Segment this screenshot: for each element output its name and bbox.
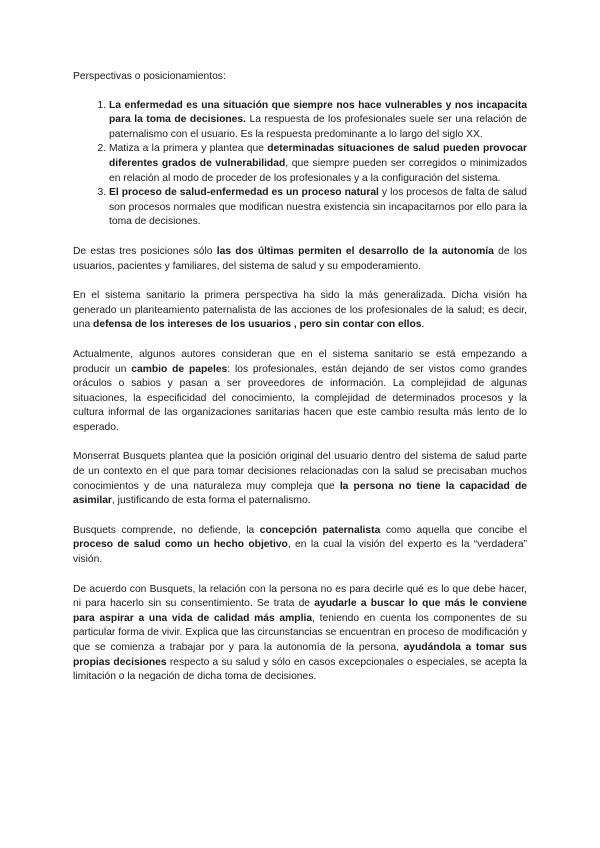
perspectives-list [73,99,527,230]
list-item [109,99,527,143]
bold-text: El proceso de salud-enfermedad es un proceso natural [109,187,379,199]
body-text: respecto a su salud y sólo en casos excepcionales o especiales, se acepta la limitación o la negación de dicha toma de decisiones. [73,656,527,683]
body-text: y los procesos de falta de salud son procesos normales que modifican nuestra existencia sin incapacitarnos por ello para la toma de decisiones. [109,187,528,228]
body-text: , que siempre pueden ser corregidos o minimizados en relación al modo de proceder de los profesionales y a la configuración del sistema. [109,157,527,184]
body-text: En el sistema sanitario la primera perspectiva ha sido la más generalizada. Dicha visión ha generado un planteamiento paternalista de las acciones de los profesionales de la salud; es decir, una [73,290,527,331]
bold-text: La enfermedad es una situación que siempre nos hace vulnerables y nos incapacita para la toma de decisiones. [109,99,527,126]
body-text: , teniendo en cuenta los componentes de su particular forma de vivir. Explica que las circunstancias se encuentran en proceso de modificación y que se comienza a trabajar por y para la autonomía de la persona, [73,612,527,653]
bold-text: cambio de papeles [131,363,228,375]
body-text: Matiza a la primera y plantea que [109,143,268,155]
bold-text: proceso de salud como un hecho objetivo [73,539,288,551]
body-text: de los usuarios, pacientes y familiares, del sistema de salud y su empoderamiento. [73,245,527,272]
bold-text: las dos últimas permiten el desarrollo de la autonomía [216,245,494,257]
paragraph-busquets-position [73,450,527,508]
paragraph-health-system [73,289,527,333]
paragraph-role-change [73,348,527,436]
body-text: Busquets comprende, no defiende, la [73,524,260,536]
body-text: , en la cual la visión del experto es la “verdadera” visión. [73,539,527,566]
body-text: Monserrat Busquets plantea que la posición original del usuario dentro del sistema de salud parte de un contexto en el que para tomar decisiones relacionadas con la salud se precisaban muchos conocimientos y de una naturaleza muy compleja que [73,451,527,492]
bold-text: ayudándola a tomar sus propias decisiones [73,642,527,668]
body-text: De acuerdo con Busquets, la relación con la persona no es para decirle qué es lo que debe hacer, ni para hacerlo sin su consentimiento. Se trata de [73,583,527,610]
body-text: : los profesionales, están dejando de ser vistos como grandes oráculos o sabios y pasan a ser proveedores de información. La complejidad de algunas situaciones, la especificidad del conocimiento, la complejidad de determinados procesos y la cultura informal de las organizaciones sanitarias hacen que este cambio resulta más lento de lo esperado. [73,363,527,433]
bold-text: determinadas situaciones de salud pueden provocar diferentes grados de vulnerabilidad [109,143,528,169]
bold-text: ayudarle a buscar lo que más le conviene para aspirar a una vida de calidad más amplia [73,598,527,624]
body-text: La respuesta de los profesionales suele ser una relación de paternalismo con el usuario. Es la respuesta predominante a lo largo del siglo XX. [109,114,527,140]
body-text: De estas tres posiciones sólo [73,245,217,257]
bold-text: defensa de los intereses de los usuarios , pero sin contar con ellos [93,319,422,331]
bold-text: concepción paternalista [259,524,381,536]
paragraph-positions [73,245,527,274]
body-text: . [421,319,425,331]
list-item [109,186,527,230]
section-heading: Perspectivas o posicionamientos: [73,71,226,82]
body-text: Actualmente, algunos autores consideran que en el sistema sanitario se está empezando a producir un [73,348,527,375]
body-text: , justificando de esta forma el paternalismo. [111,495,311,507]
bold-text: la persona no tiene la capacidad de asimilar [73,480,527,507]
paragraph-autonomy [73,583,527,685]
paragraph-paternalism [73,524,527,568]
body-text: como aquella que concibe el [380,524,527,536]
list-item [109,142,527,186]
